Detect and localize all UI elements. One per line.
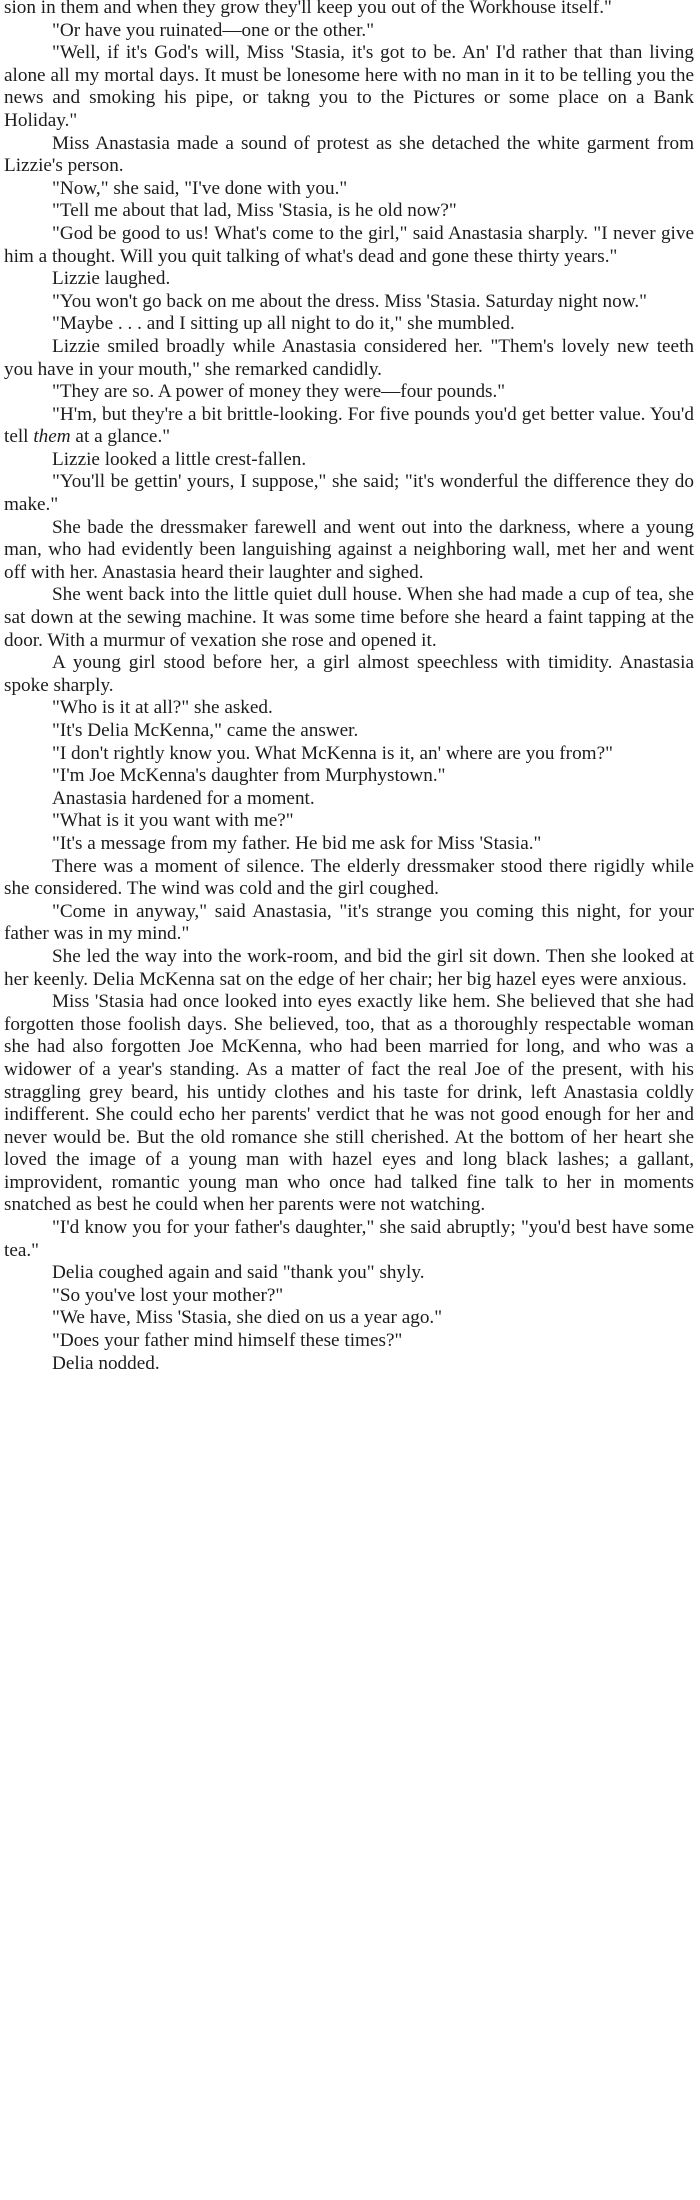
paragraph: "It's a message from my father. He bid me ask for Miss 'Stasia." — [52, 832, 542, 854]
paragraph: "You'll be gettin' yours, I suppose," she said; "it's wonderful the difference they do make." — [4, 471, 694, 516]
paragraph: "So you've lost your mother?" — [52, 1284, 284, 1306]
paragraph: "Come in anyway," said Anastasia, "it's strange you coming this night, for your father was in my mind." — [4, 900, 694, 945]
paragraph-text: at a glance." — [70, 426, 171, 448]
paragraph: Anastasia hardened for a moment. — [52, 787, 315, 809]
paragraph: "We have, Miss 'Stasia, she died on us a year ago." — [52, 1307, 443, 1329]
paragraph: "I'd know you for your father's daughter," she said abruptly; "you'd best have some tea." — [4, 1217, 694, 1261]
paragraph: Lizzie looked a little crest-fallen. — [52, 448, 307, 470]
paragraph: "Tell me about that lad, Miss 'Stasia, is he old now?" — [52, 200, 457, 222]
paragraph: Delia coughed again and said "thank you" shyly. — [52, 1262, 425, 1284]
paragraph — [4, 404, 694, 449]
paragraph: "Maybe . . . and I sitting up all night to do it," she mumbled. — [52, 313, 515, 335]
paragraph: "I'm Joe McKenna's daughter from Murphystown." — [52, 765, 446, 787]
paragraph: Lizzie smiled broadly while Anastasia considered her. "Them's lovely new teeth you have in your mouth," she remarked candidly. — [4, 335, 694, 380]
paragraph: She bade the dressmaker farewell and went out into the darkness, where a young man, who had evidently been languishing against a neighboring wall, met her and went off with her. Anastasia heard their laughter and sighed. — [4, 516, 694, 583]
paragraph: "Or have you ruinated—one or the other." — [52, 19, 375, 41]
paragraph-text: "H'm, but they're a bit brittle-looking. For five pounds you'd get better value. You'd tell — [4, 403, 694, 448]
paragraph: "Now," she said, "I've done with you." — [52, 177, 348, 199]
emphasized-word: them — [33, 426, 71, 448]
paragraph: "Who is it at all?" she asked. — [52, 697, 273, 719]
paragraph: She led the way into the work-room, and bid the girl sit down. Then she looked at her keenly. Delia McKenna sat on the edge of her chair; her big hazel eyes were anxious. — [4, 945, 694, 990]
paragraph: "You won't go back on me about the dress. Miss 'Stasia. Saturday night now." — [52, 290, 647, 312]
paragraph: A young girl stood before her, a girl almost speechless with timidity. Anastasia spoke sharply. — [4, 652, 694, 696]
paragraph: sion in them and when they grow they'll keep you out of the Workhouse itself." — [4, 0, 612, 18]
paragraph: "God be good to us! What's come to the girl," said Anastasia sharply. "I never give him a thought. Will you quit talking of what's dead and gone these thirty years." — [4, 222, 694, 267]
paragraph: Miss Anastasia made a sound of protest as she detached the white garment from Lizzie's person. — [4, 132, 694, 177]
paragraph: There was a moment of silence. The elderly dressmaker stood there rigidly while she considered. The wind was cold and the girl coughed. — [4, 855, 694, 900]
paragraph: "They are so. A power of money they were—four pounds." — [52, 381, 506, 403]
paragraph: Lizzie laughed. — [52, 268, 171, 290]
paragraph: She went back into the little quiet dull house. When she had made a cup of tea, she sat down at the sewing machine. It was some time before she heard a faint tapping at the door. With a murmur of vexation she rose and opened it. — [4, 584, 694, 651]
paragraph: Miss 'Stasia had once looked into eyes exactly like hem. She believed that she had forgotten those foolish days. She believed, too, that as a thoroughly respectable woman she had also forgotten Joe McKenna, who had been married for long, and who was a widower of a year's standing. As a matter of fact the real Joe of the present, with his straggling grey beard, his untidy clothes and his taste for drink, left Anastasia coldly indifferent. She could echo her parents' verdict that he was not good enough for her and never would be. But the old romance she still cherished. At the bottom of her heart she loved the image of a young man with hazel eyes and long black lashes; a gallant, improvident, romantic young man who once had talked fine talk to her in moments snatched as best he could when her parents were not watching. — [4, 991, 694, 1216]
paragraph: Delia nodded. — [52, 1352, 160, 1374]
paragraph: "I don't rightly know you. What McKenna is it, an' where are you from?" — [52, 742, 613, 764]
paragraph: "Does your father mind himself these times?" — [52, 1330, 403, 1352]
article-body — [4, 0, 694, 1375]
paragraph: "What is it you want with me?" — [52, 810, 294, 832]
paragraph: "Well, if it's God's will, Miss 'Stasia, it's got to be. An' I'd rather that than living alone all my mortal days. It must be lonesome here with no man in it to be telling you the news and smoking his pipe, or takng you to the Pictures or some place on a Bank Holiday." — [4, 42, 694, 131]
paragraph: "It's Delia McKenna," came the answer. — [52, 720, 359, 741]
